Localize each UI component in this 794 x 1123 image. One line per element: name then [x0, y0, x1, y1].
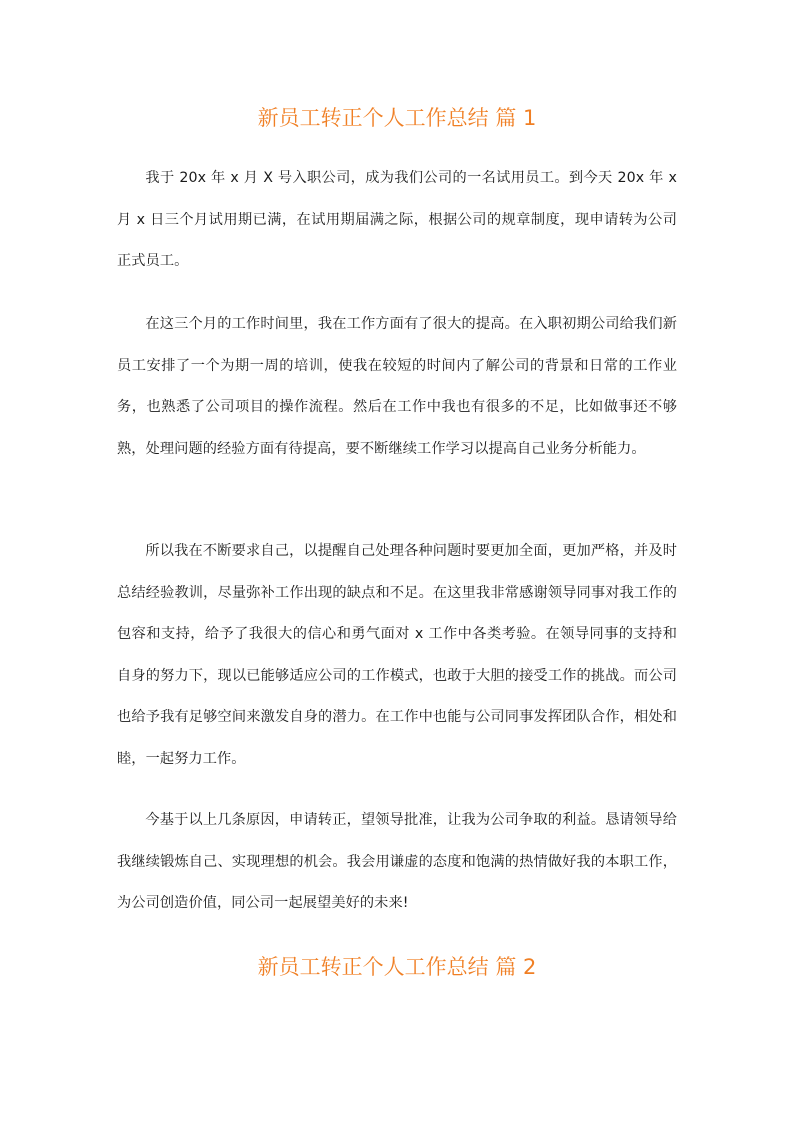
- section-1-title: 新员工转正个人工作总结 篇 1: [257, 106, 537, 130]
- section-2-title: 新员工转正个人工作总结 篇 2: [257, 955, 537, 979]
- section-1-paragraph-1: 我于 20x 年 x 月 X 号入职公司，成为我们公司的一名试用员工。到今天 20x 年 x 月 x 日三个月试用期已满，在试用期届满之际，根据公司的规章制度，现申请转为公司正式员工。: [117, 170, 677, 269]
- section-1-paragraph-2: 在这三个月的工作时间里，我在工作方面有了很大的提高。在入职初期公司给我们新员工安排了一个为期一周的培训，使我在较短的时间内了解公司的背景和日常的工作业务，也熟悉了公司项目的操作流程。然后在工作中我也有很多的不足，比如做事还不够熟，处理问题的经验方面有待提高，要不断继续工作学习以提高自己业务分析能力。: [117, 316, 677, 457]
- section-1-paragraph-4: 今基于以上几条原因，申请转正，望领导批准，让我为公司争取的利益。恳请领导给我继续锻炼自己、实现理想的机会。我会用谦虚的态度和饱满的热情做好我的本职工作，为公司创造价值，同公司一起展望美好的未来!: [117, 812, 677, 911]
- section-1-paragraph-3: 所以我在不断要求自己，以提醒自己处理各种问题时要更加全面，更加严格，并及时总结经验教训，尽量弥补工作出现的缺点和不足。在这里我非常感谢领导同事对我工作的包容和支持，给予了我很大的信心和勇气面对 x 工作中各类考验。在领导同事的支持和自身的努力下，现以已能够适应公司的工作模式，也敢于大胆的接受工作的挑战。而公司也给予我有足够空间来激发自身的潜力。在工作中也能与公司同事发挥团队合作，相处和睦，一起努力工作。: [117, 543, 677, 767]
